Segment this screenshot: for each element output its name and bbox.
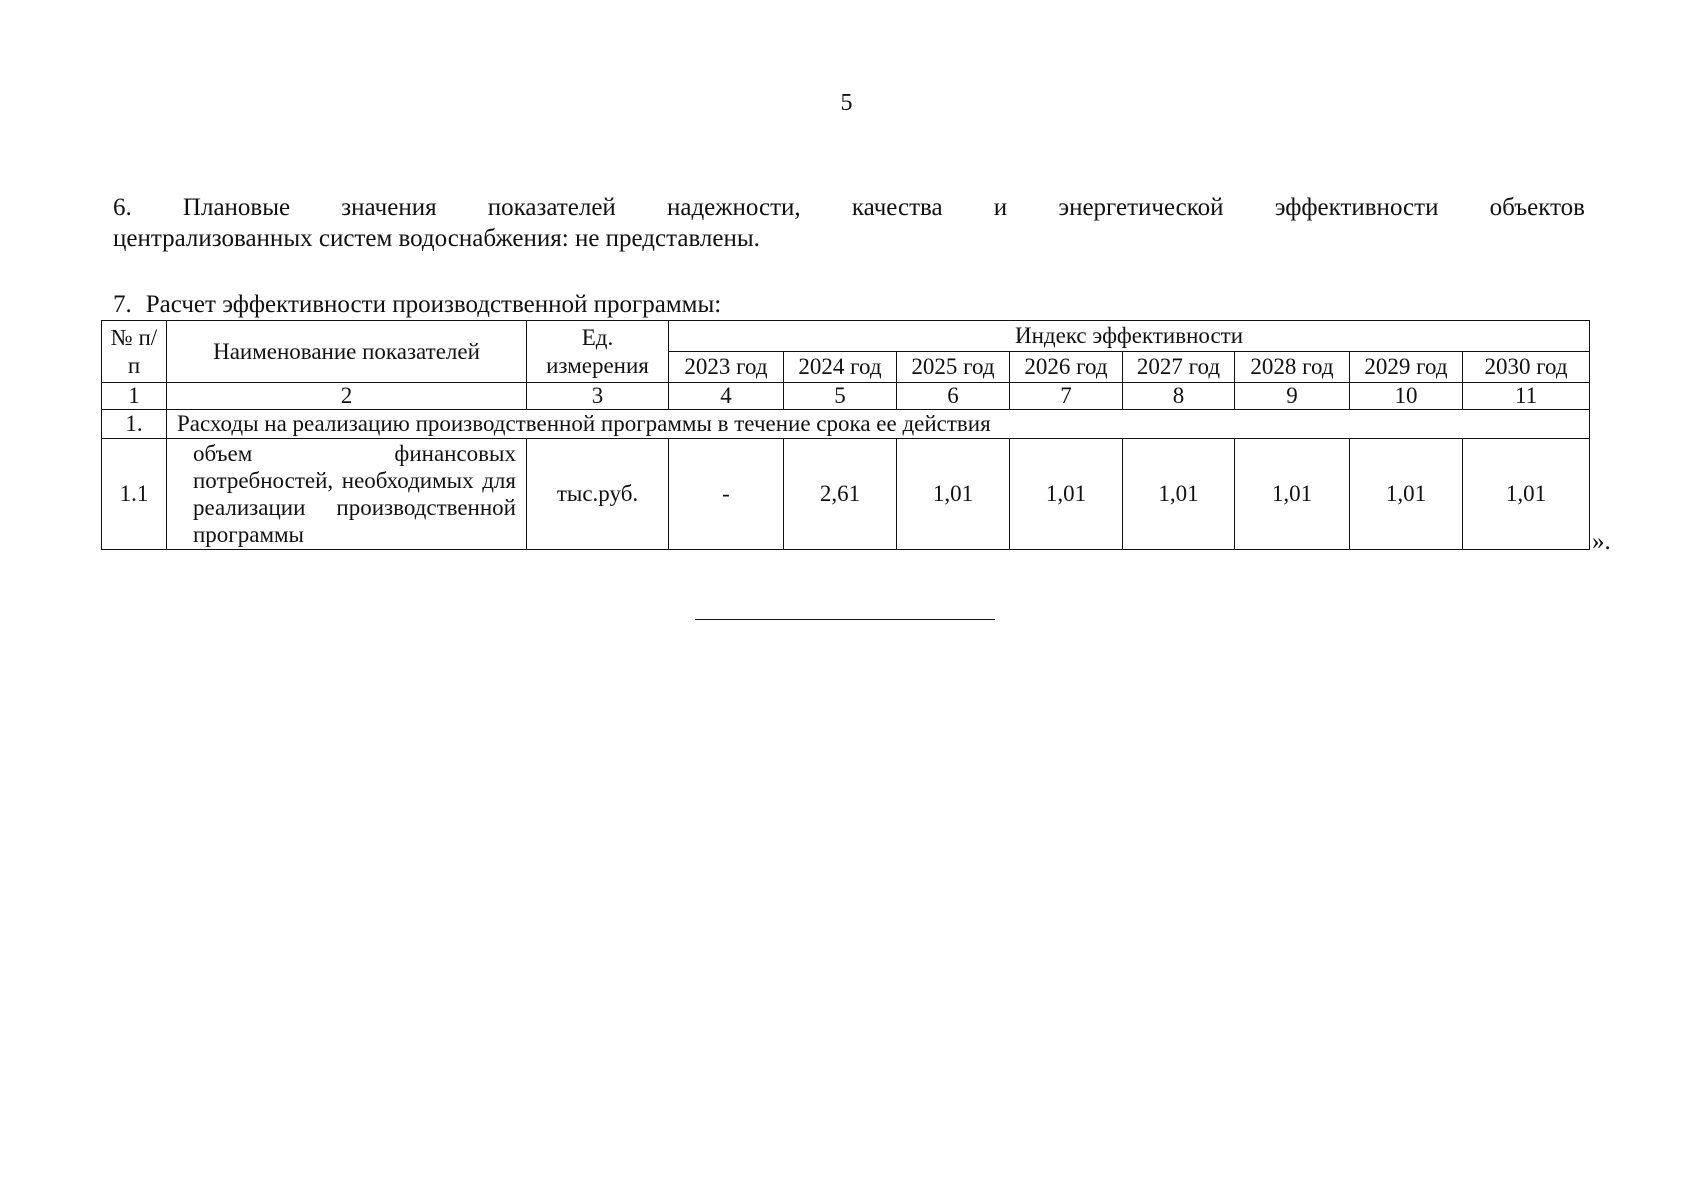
section-row-title: Расходы на реализацию производственной программы в течение срока ее действия [167, 410, 1590, 439]
section-row-num: 1. [102, 410, 167, 439]
page-number: 5 [840, 90, 853, 116]
column-number: 4 [669, 383, 784, 410]
data-row-name: объем финансовых потребностей, необходимых для реализации производственной программы [167, 439, 527, 550]
column-number: 6 [897, 383, 1010, 410]
table-row [102, 439, 1590, 550]
data-row-value: 1,01 [1350, 439, 1463, 550]
section-6-word: и [993, 194, 1008, 221]
column-number: 10 [1350, 383, 1463, 410]
section-7-heading [113, 290, 721, 320]
data-row-value: 1,01 [1463, 439, 1590, 550]
column-number: 3 [527, 383, 669, 410]
data-row-value: 2,61 [784, 439, 897, 550]
section-6-word: Плановые [182, 194, 291, 221]
efficiency-table [101, 320, 1590, 550]
column-number: 11 [1463, 383, 1590, 410]
section-6-line-2: централизованных систем водоснабжения: не представлены. [113, 225, 760, 252]
data-row-num: 1.1 [102, 439, 167, 550]
separator-line [695, 619, 995, 620]
header-year: 2023 год [669, 352, 784, 383]
column-number: 5 [784, 383, 897, 410]
table-section-row [102, 410, 1590, 439]
header-efficiency-index: Индекс эффективности [669, 321, 1590, 352]
section-6-word: значения [341, 194, 437, 221]
section-6-paragraph [113, 192, 1585, 254]
column-number: 8 [1123, 383, 1235, 410]
column-number: 9 [1235, 383, 1350, 410]
column-numbers-row [102, 383, 1590, 410]
data-row-value: 1,01 [1010, 439, 1123, 550]
table-header-row [102, 321, 1590, 352]
section-6-number: 6. [113, 194, 132, 221]
header-year: 2027 год [1123, 352, 1235, 383]
section-7-title: Расчет эффективности производственной программы: [145, 291, 722, 318]
section-6-word: энергетической [1058, 194, 1224, 221]
header-year: 2025 год [897, 352, 1010, 383]
section-7-number: 7. [113, 291, 132, 318]
data-row-value: - [669, 439, 784, 550]
section-6-word: надежности, [666, 194, 801, 221]
column-number: 2 [167, 383, 527, 410]
section-6-word: качества [851, 194, 943, 221]
header-year: 2030 год [1463, 352, 1590, 383]
closing-quote: ». [1592, 528, 1611, 555]
header-year: 2029 год [1350, 352, 1463, 383]
section-6-word: показателей [487, 194, 616, 221]
header-year: 2026 год [1010, 352, 1123, 383]
column-number: 1 [102, 383, 167, 410]
section-6-word: эффективности [1274, 194, 1439, 221]
header-unit: Ед. измерения [527, 321, 669, 383]
data-row-value: 1,01 [1235, 439, 1350, 550]
header-year: 2028 год [1235, 352, 1350, 383]
header-name: Наименование показателей [167, 321, 527, 383]
header-year: 2024 год [784, 352, 897, 383]
header-num: № п/п [102, 321, 167, 383]
data-row-unit: тыс.руб. [527, 439, 669, 550]
data-row-value: 1,01 [897, 439, 1010, 550]
section-6-line-1 [113, 192, 1585, 223]
section-6-word: объектов [1489, 194, 1585, 221]
column-number: 7 [1010, 383, 1123, 410]
data-row-value: 1,01 [1123, 439, 1235, 550]
